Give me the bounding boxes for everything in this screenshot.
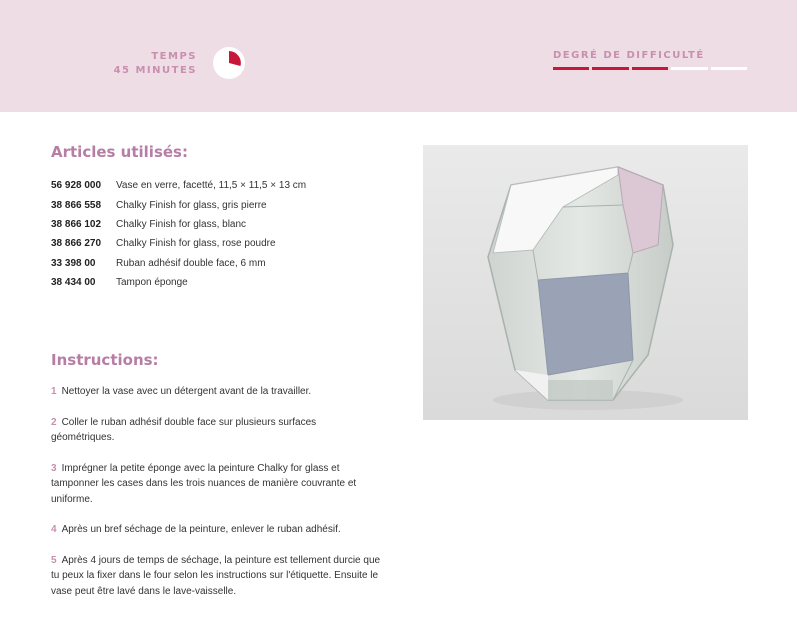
difficulty-bar xyxy=(632,67,668,70)
difficulty-bar xyxy=(592,67,628,70)
instruction-step xyxy=(51,415,381,446)
time-info xyxy=(114,50,197,78)
time-label: TEMPS xyxy=(151,51,197,62)
article-code: 38 866 270 xyxy=(51,238,102,250)
difficulty-bar xyxy=(553,67,589,70)
article-row xyxy=(51,195,306,214)
instruction-step xyxy=(51,461,381,508)
instruction-step xyxy=(51,522,381,538)
time-value: 45 MINUTES xyxy=(113,65,197,76)
clock-icon xyxy=(212,46,246,80)
article-code: 38 866 102 xyxy=(51,218,102,230)
step-number: 2 xyxy=(51,416,57,428)
difficulty-bar xyxy=(711,67,747,70)
difficulty-label: DEGRÉ DE DIFFICULTÉ xyxy=(553,50,705,61)
articles-list xyxy=(51,176,306,292)
difficulty-meter xyxy=(553,67,747,70)
step-number: 3 xyxy=(51,462,57,474)
step-text: Après un bref séchage de la peinture, enlever le ruban adhésif. xyxy=(61,524,341,535)
instruction-step xyxy=(51,384,381,400)
step-number: 5 xyxy=(51,554,57,566)
vase-photo xyxy=(423,145,748,420)
article-description: Chalky Finish for glass, gris pierre xyxy=(116,199,267,211)
article-code: 38 434 00 xyxy=(51,277,96,289)
article-row xyxy=(51,215,306,234)
article-description: Ruban adhésif double face, 6 mm xyxy=(116,257,266,269)
instruction-step xyxy=(51,553,381,600)
difficulty-bar xyxy=(671,67,707,70)
instructions-title: Instructions: xyxy=(51,351,159,369)
article-description: Vase en verre, facetté, 11,5 × 11,5 × 13 cm xyxy=(116,180,307,192)
article-row xyxy=(51,254,306,273)
step-text: Après 4 jours de temps de séchage, la peinture est tellement durcie que tu peux la fixer dans le four selon les instructions sur l'étiquette. Ensuite le vase peut être lavé dans le lave-vaisselle. xyxy=(51,554,381,597)
vase-illustration xyxy=(423,145,748,420)
step-number: 4 xyxy=(51,524,57,535)
article-row xyxy=(51,273,306,292)
article-description: Chalky Finish for glass, blanc xyxy=(116,218,247,230)
step-number: 1 xyxy=(51,386,57,397)
article-code: 33 398 00 xyxy=(51,257,96,269)
step-text: Coller le ruban adhésif double face sur plusieurs surfaces géométriques. xyxy=(51,416,317,443)
article-description: Tampon éponge xyxy=(116,277,188,289)
article-code: 38 866 558 xyxy=(51,199,102,211)
article-row xyxy=(51,234,306,253)
instructions-list xyxy=(51,384,381,614)
article-code: 56 928 000 xyxy=(51,180,102,192)
articles-title: Articles utilisés: xyxy=(51,143,188,161)
header-band xyxy=(0,0,797,112)
article-description: Chalky Finish for glass, rose poudre xyxy=(116,238,276,250)
article-row xyxy=(51,176,306,195)
step-text: Nettoyer la vase avec un détergent avant de la travailler. xyxy=(61,386,312,397)
step-text: Imprégner la petite éponge avec la peinture Chalky for glass et tamponner les cases dans les trois nuances de manière couvrante et uniforme. xyxy=(51,462,357,505)
